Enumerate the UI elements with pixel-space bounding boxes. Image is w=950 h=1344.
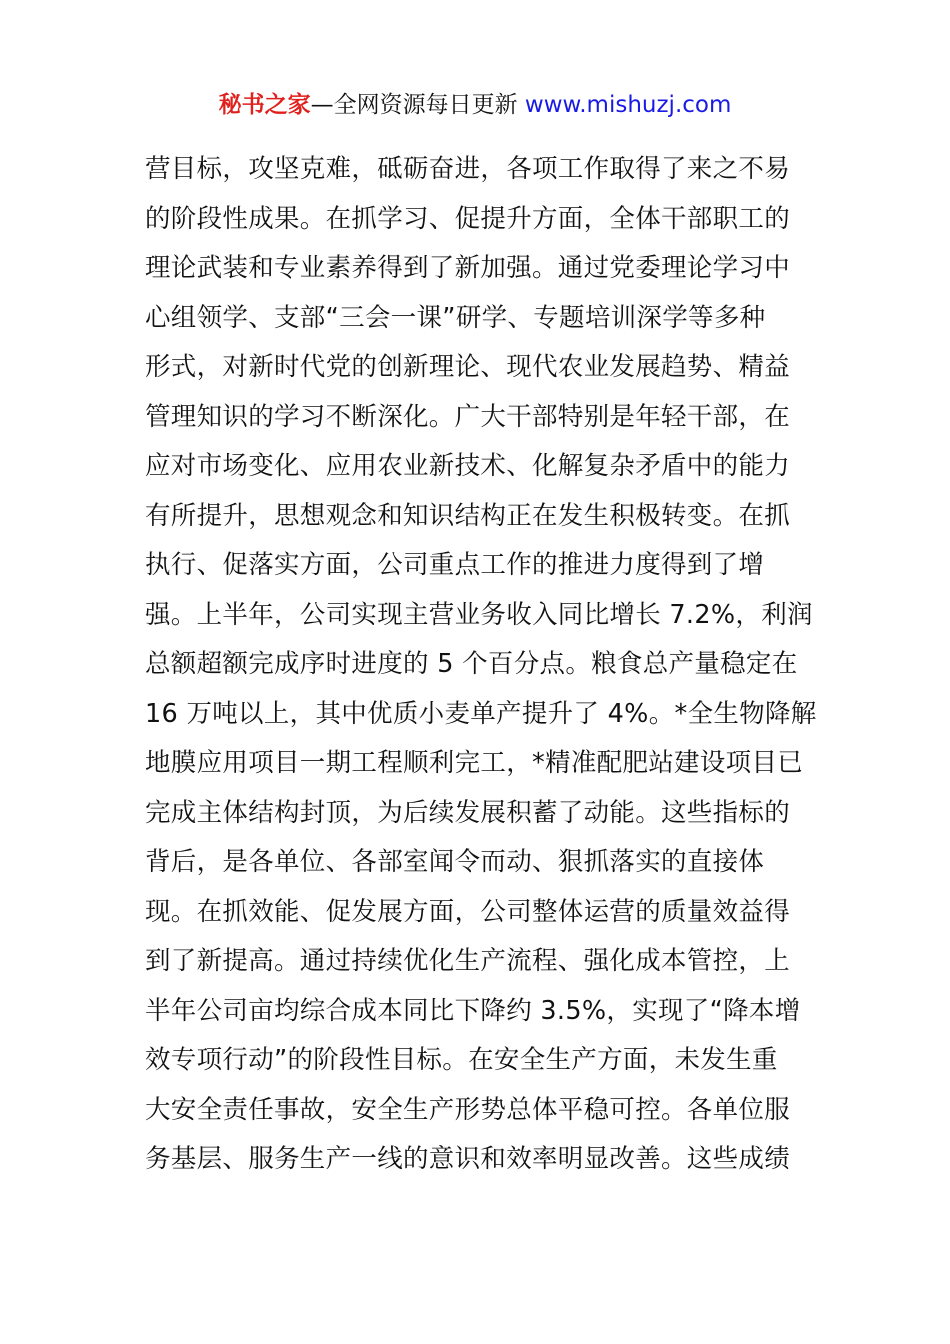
paragraph-line: 总额超额完成序时进度的 5 个百分点。粮食总产量稳定在 [145,649,798,679]
site-brand-name: 秘书之家 [218,92,311,118]
paragraph-line: 心组领学、支部“三会一课”研学、专题培训深学等多种 [145,302,766,333]
page-header [0,86,950,124]
paragraph-line: 到了新提高。通过持续优化生产流程、强化成本管控，上 [145,946,791,976]
paragraph-line: 管理知识的学习不断深化。广大干部特别是年轻干部，在 [145,401,791,432]
paragraph-line: 强。上半年，公司实现主营业务收入同比增长 7.2%，利润 [145,599,813,630]
paragraph-line: 形式，对新时代党的创新理论、现代农业发展趋势、精益 [145,352,791,382]
paragraph-line: 背后，是各单位、各部室闻令而动、狠抓落实的直接体 [145,847,765,877]
paragraph-line: 营目标，攻坚克难，砥砺奋进，各项工作取得了来之不易 [145,154,791,184]
site-tagline: —全网资源每日更新 [310,92,525,118]
paragraph-line: 的阶段性成果。在抓学习、促提升方面，全体干部职工的 [145,203,791,234]
paragraph-line: 执行、促落实方面，公司重点工作的推进力度得到了增 [145,550,765,580]
paragraph-line: 地膜应用项目一期工程顺利完工，*精准配肥站建设项目已 [145,748,804,778]
paragraph-line: 16 万吨以上，其中优质小麦单产提升了 4%。*全生物降解 [145,698,817,729]
site-url-link[interactable]: www.mishuzj.com [524,92,732,118]
paragraph-line: 现。在抓效能、促发展方面，公司整体运营的质量效益得 [145,896,791,927]
paragraph-line: 半年公司亩均综合成本同比下降约 3.5%，实现了“降本增 [145,995,801,1026]
paragraph-line: 应对市场变化、应用农业新技术、化解复杂矛盾中的能力 [145,451,791,481]
paragraph-line: 有所提升，思想观念和知识结构正在发生积极转变。在抓 [145,500,791,531]
paragraph-line: 完成主体结构封顶，为后续发展积蓄了动能。这些指标的 [145,797,791,828]
document-body [145,145,825,1185]
paragraph-line: 大安全责任事故，安全生产形势总体平稳可控。各单位服 [145,1094,791,1125]
paragraph-line: 务基层、服务生产一线的意识和效率明显改善。这些成绩 [145,1144,791,1174]
paragraph-line: 效专项行动”的阶段性目标。在安全生产方面，未发生重 [145,1045,778,1075]
paragraph-line: 理论武装和专业素养得到了新加强。通过党委理论学习中 [145,253,791,283]
